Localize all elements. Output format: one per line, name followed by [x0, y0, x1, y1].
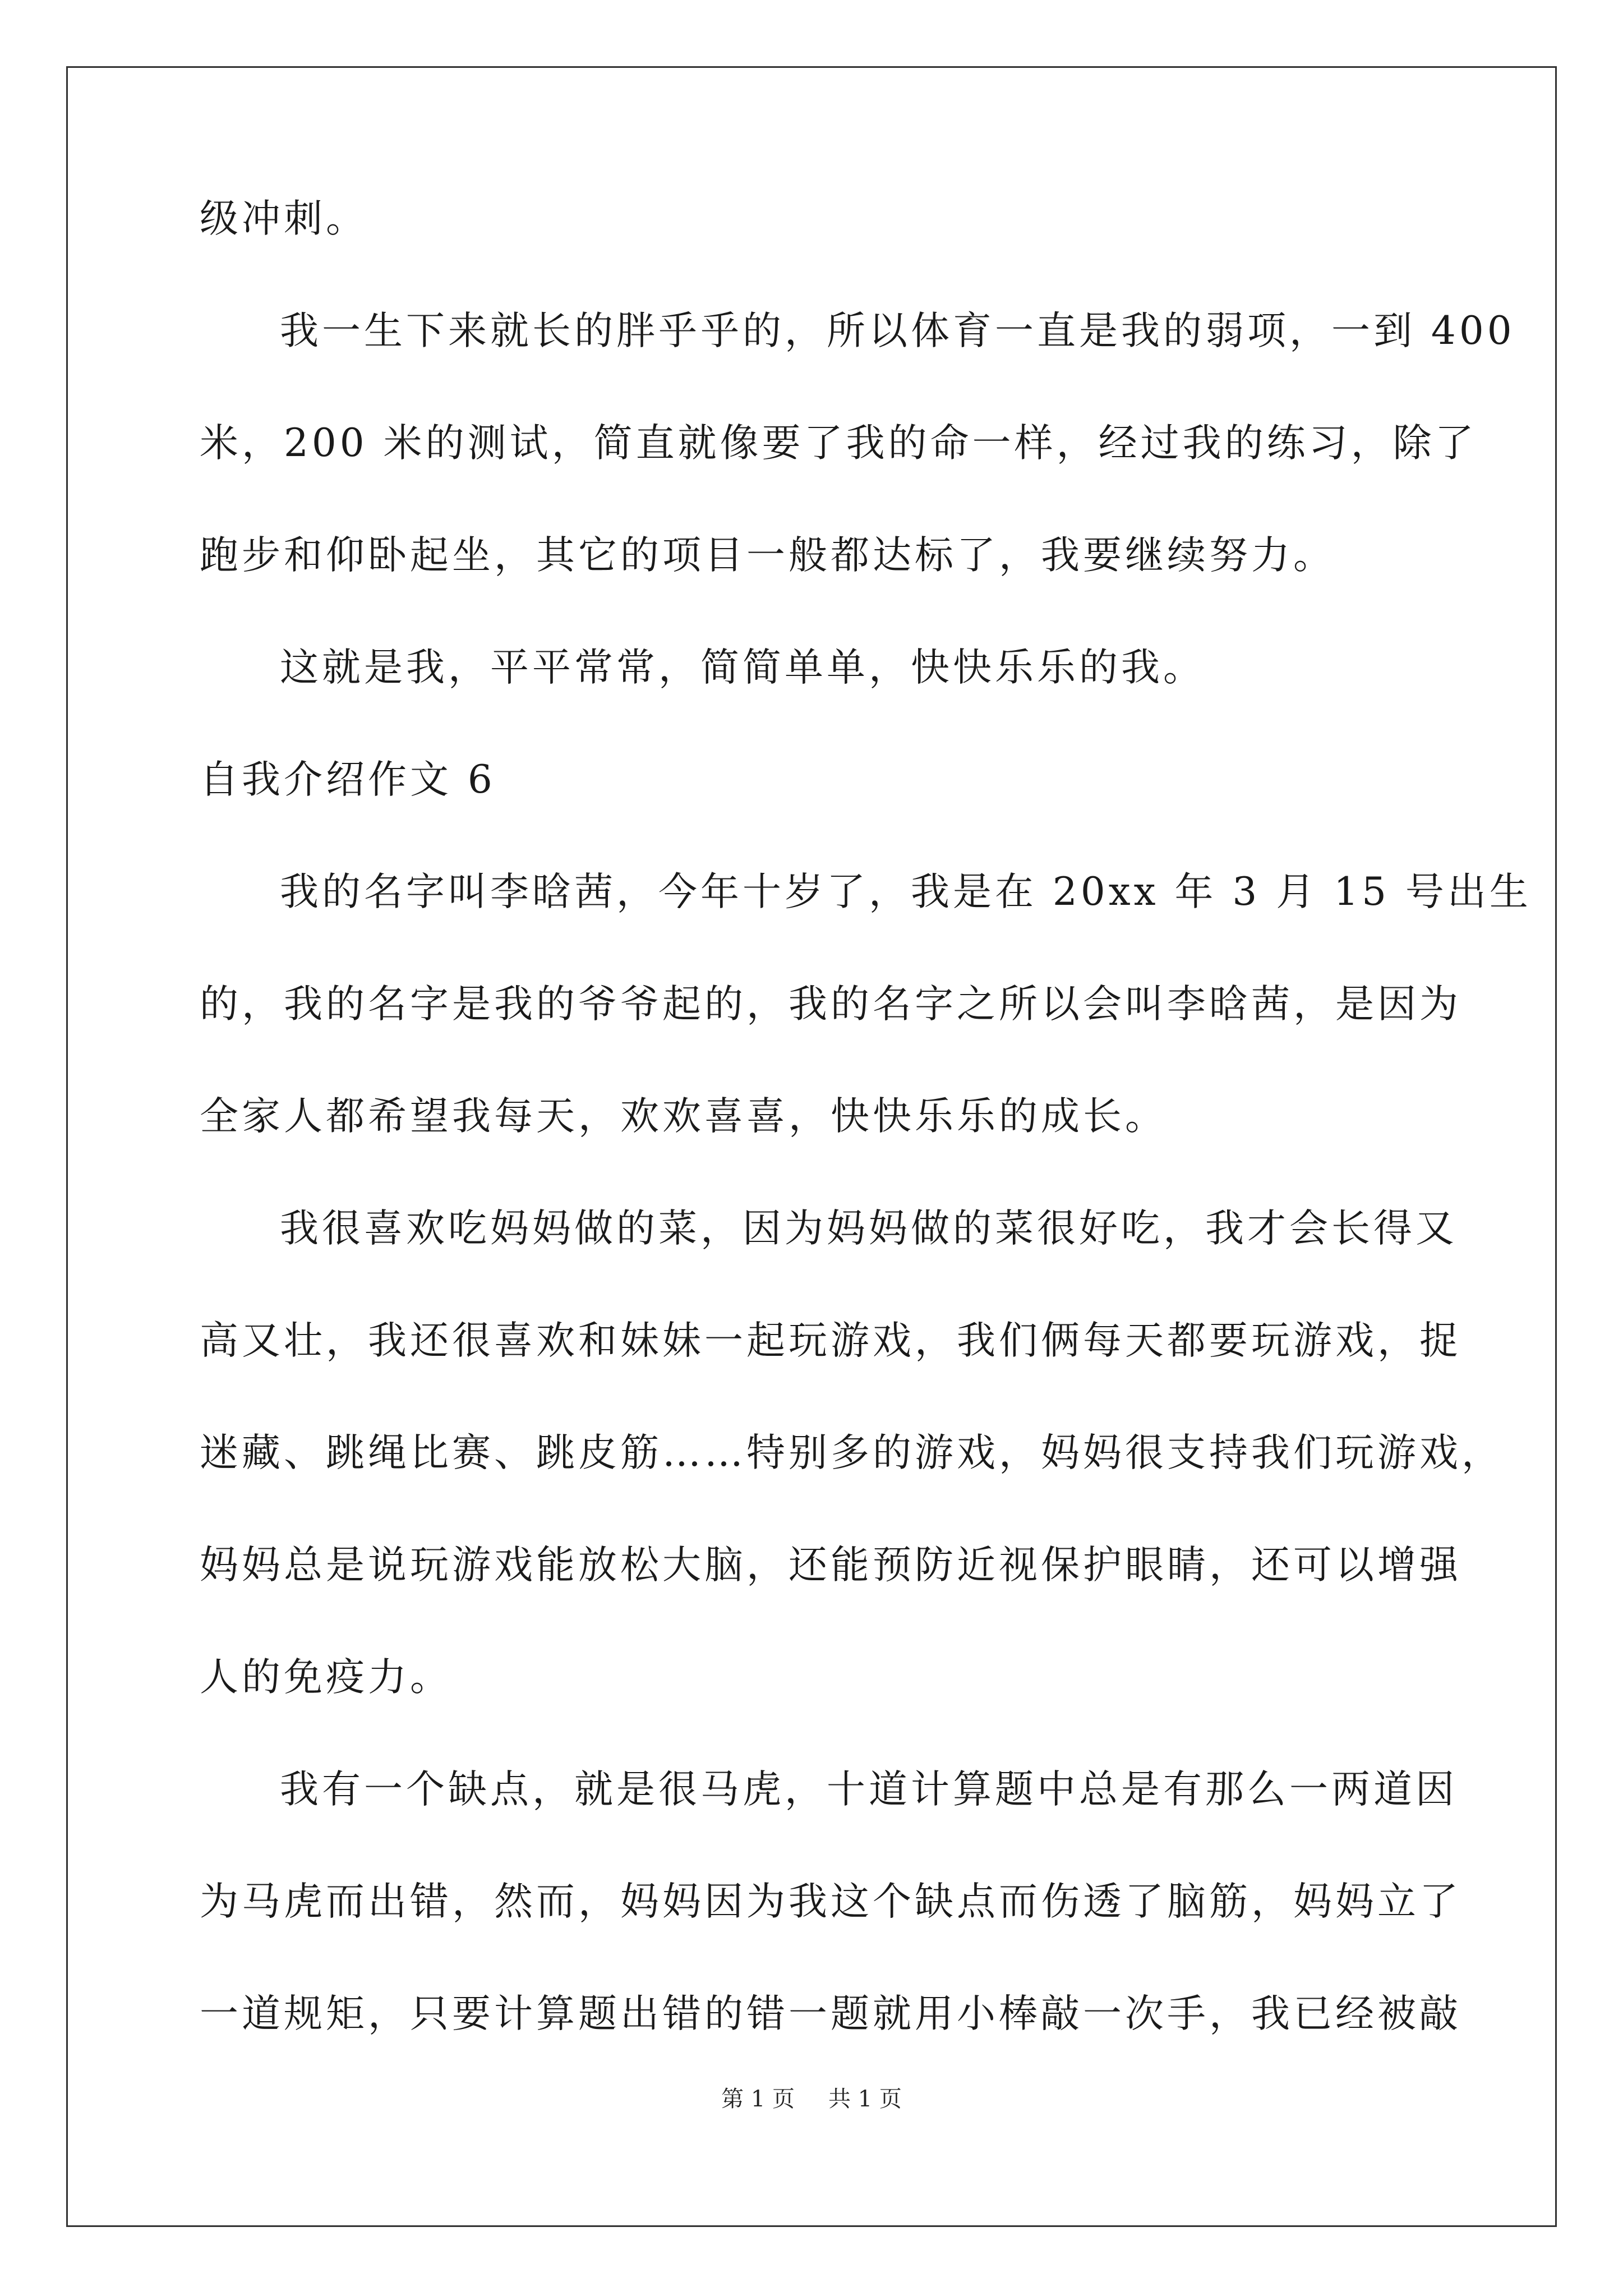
page-number-total: 共 1 页: [828, 2086, 902, 2112]
paragraph-line: 米，200 米的测试，简直就像要了我的命一样，经过我的练习，除了: [200, 421, 1477, 466]
paragraph-line: 我的名字叫李晗茜，今年十岁了，我是在 20xx 年 3 月 15 号出生: [280, 869, 1532, 914]
paragraph-line: 妈妈总是说玩游戏能放松大脑，还能预防近视保护眼睛，还可以增强: [200, 1543, 1461, 1588]
section-heading: 自我介绍作文 6: [200, 757, 496, 802]
paragraph-line: 的，我的名字是我的爷爷起的，我的名字之所以会叫李晗茜，是因为: [200, 982, 1461, 1027]
paragraph-line: 这就是我，平平常常，简简单单，快快乐乐的我。: [280, 645, 1205, 690]
paragraph-line: 迷藏、跳绳比赛、跳皮筋……特别多的游戏，妈妈很支持我们玩游戏，: [200, 1430, 1504, 1475]
paragraph-line: 我很喜欢吃妈妈做的菜，因为妈妈做的菜很好吃，我才会长得又: [280, 1206, 1458, 1251]
paragraph-line: 跑步和仰卧起坐，其它的项目一般都达标了，我要继续努力。: [200, 533, 1335, 578]
paragraph-line: 全家人都希望我每天，欢欢喜喜，快快乐乐的成长。: [200, 1094, 1167, 1139]
paragraph-line: 人的免疫力。: [200, 1655, 452, 1700]
paragraph-line: 高又壮，我还很喜欢和妹妹一起玩游戏，我们俩每天都要玩游戏，捉: [200, 1318, 1461, 1363]
paragraph-line: 我有一个缺点，就是很马虎，十道计算题中总是有那么一两道因: [280, 1767, 1458, 1812]
paragraph-line: 为马虎而出错，然而，妈妈因为我这个缺点而伤透了脑筋，妈妈立了: [200, 1879, 1461, 1924]
page-footer: [0, 2082, 1623, 2116]
page-number-current: 第 1 页: [721, 2086, 795, 2112]
paragraph-line: 一道规矩，只要计算题出错的错一题就用小棒敲一次手，我已经被敲: [200, 1991, 1461, 2036]
paragraph-line: 级冲刺。: [200, 196, 368, 241]
paragraph-line: 我一生下来就长的胖乎乎的，所以体育一直是我的弱项，一到 400: [280, 309, 1515, 353]
